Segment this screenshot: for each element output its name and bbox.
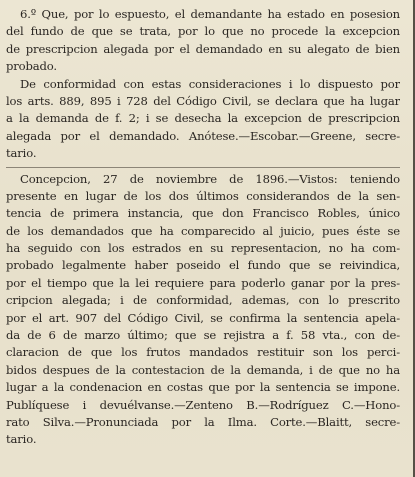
- text-line: probado.: [6, 59, 57, 74]
- section-divider: [6, 167, 400, 168]
- paragraph-considerando-6: [6, 6, 400, 76]
- text-line: Publíquese i devuélvanse.—Zenteno B.—Rodríguez C.—Hono-: [6, 397, 400, 412]
- text-line: rato Silva.—Pronunciada por la Ilma. Corte.—Blaitt, secre-: [6, 414, 400, 429]
- text-line: por el art. 907 del Código Civil, se confirma la sentencia apela-: [6, 310, 400, 325]
- text-line: lugar a la condenacion en costas que por la sentencia se impone.: [6, 380, 400, 395]
- text-line: los arts. 889, 895 i 728 del Código Civil, se declara que ha lugar: [6, 93, 400, 108]
- text-line: de los demandados que ha comparecido al juicio, pues éste se: [6, 223, 400, 238]
- text-line: presente en lugar de los dos últimos considerandos de la sen-: [6, 188, 400, 203]
- text-line: De conformidad con estas consideraciones i lo dispuesto por: [20, 76, 400, 91]
- paragraph-appeal-ruling: [6, 171, 400, 449]
- text-line: del fundo de que se trata, por lo que no procede la excepcion: [6, 24, 400, 39]
- text-line: cripcion alegada; i de conformidad, ademas, con lo prescrito: [6, 293, 400, 308]
- text-line: tencia de primera instancia, que don Francisco Robles, único: [6, 206, 400, 221]
- text-line: claracion de que los frutos mandados restituir son los perci-: [6, 345, 400, 360]
- text-line: da de 6 de marzo último; que se rejistra a f. 58 vta., con de-: [6, 328, 400, 343]
- text-line: alegada por el demandado. Anótese.—Escobar.—Greene, secre-: [6, 128, 400, 143]
- text-line: ha seguido con los estrados en su representacion, no ha com-: [6, 241, 400, 256]
- text-line: probado legalmente haber poseido el fundo que se reivindica,: [6, 258, 400, 273]
- text-line: tario.: [6, 146, 37, 161]
- text-line: a la demanda de f. 2; i se desecha la excepcion de prescripcion: [6, 111, 400, 126]
- paragraph-resolution: [6, 76, 400, 163]
- text-line: de prescripcion alegada por el demandado en su alegato de bien: [6, 41, 400, 56]
- text-line: bidos despues de la contestacion de la demanda, i de que no ha: [6, 362, 400, 377]
- text-line: tario.: [6, 432, 37, 447]
- text-line: 6.º Que, por lo espuesto, el demandante ha estado en posesion: [20, 7, 400, 21]
- text-line: Concepcion, 27 de noviembre de 1896.—Vistos: teniendo: [20, 171, 400, 186]
- text-line: por el tiempo que la lei requiere para poderlo ganar por la pres-: [6, 275, 400, 290]
